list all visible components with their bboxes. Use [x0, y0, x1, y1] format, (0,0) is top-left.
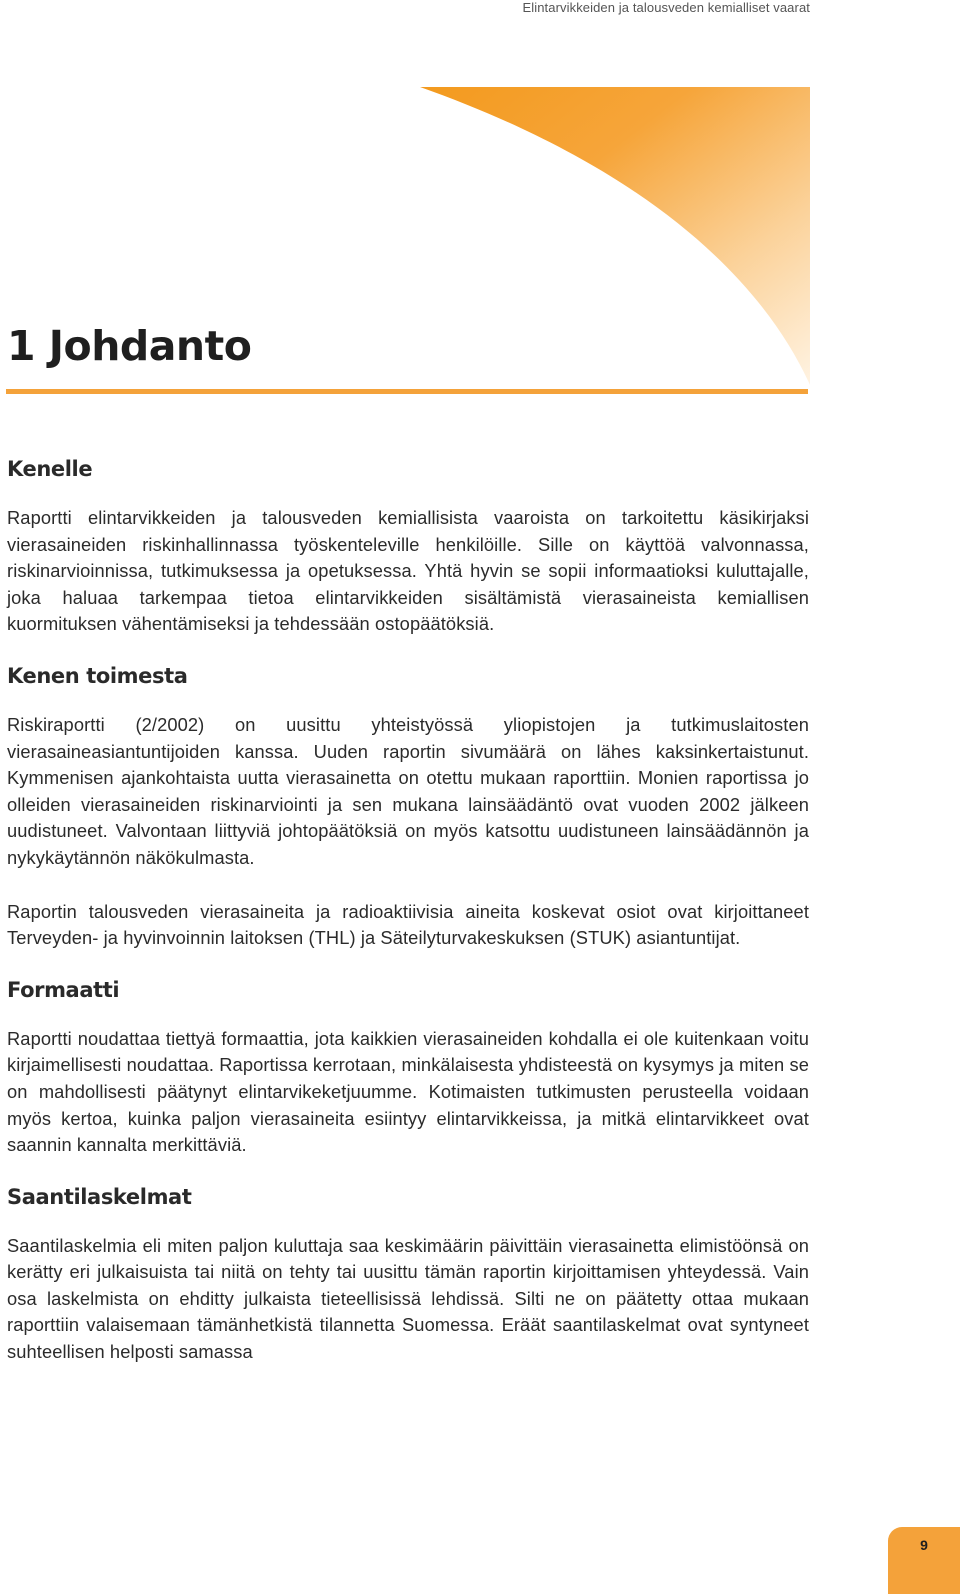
section-heading-kenen-toimesta: Kenen toimesta [7, 663, 188, 688]
body-content [7, 455, 809, 1366]
paragraph-formaatti: Raportti noudattaa tiettyä formaattia, jota kaikkien vierasaineiden kohdalla ei ole kuitenkaan voitu kirjaimellisesti noudattaa. Raportissa kerrotaan, minkälaisesta yhdisteestä on kysymys ja miten se on mahdollisesti päätynyt elintarvikeketjuumme. Kotimaisten tutkimusten perusteella voidaan myös kertoa, kuinka paljon vierasaineita esiintyy elintarvikkeissa, ja mitkä elintarvikkeet ovat saannin kannalta merkittäviä. [7, 1027, 809, 1156]
section-kenen-toimesta [7, 662, 809, 952]
paragraph-kenelle: Raportti elintarvikkeiden ja talousveden kemiallisista vaaroista on tarkoitettu käsikirjaksi vierasaineiden riskinhallinnassa työskenteleville henkilöille. Sille on käyttöä valvonnassa, riskinarvioinnissa, tutkimuksessa ja opetuksessa. Yhtä hyvin se sopii informaatioksi kuluttajalle, joka haluaa tarkempaa tietoa elintarvikkeiden sisältämistä vierasaineista kemiallisen kuormituksen vähentämiseksi ja tehdessään ostopäätöksiä. [7, 507, 809, 635]
paragraph-kenen-toimesta-1: Riskiraportti (2/2002) on uusittu yhteistyössä yliopistojen ja tutkimuslaitosten vierasaineasiantuntijoiden kanssa. Uuden raportin sivumäärä on lähes kaksinkertaistunut. Kymmenisen ajankohtaista uutta vierasainetta on otettu mukaan raporttiin. Monien raportissa jo olleiden vierasaineiden riskinarviointi ja sen mukana lainsäädäntö ovat vuoden 2002 jälkeen uudistuneet. Valvontaan liittyviä johtopäätöksiä on myös katsottu uudistuneen lainsäädännön ja nykykäytännön näkökulmasta. [7, 713, 809, 868]
chapter-title: 1 Johdanto [7, 322, 252, 370]
section-saantilaskelmat [7, 1183, 809, 1366]
paragraph-saantilaskelmat: Saantilaskelmia eli miten paljon kuluttaja saa keskimäärin päivittäin vierasainetta elimistöönsä on kerätty eri julkaisuista tai niitä on tehty tai uusittu tämän raportin kirjoittamisen yhteydessä. Vain osa laskelmista on ehditty julkaista tieteellisissä lehdissä. Silti ne on päätetty ottaa mukaan raporttiin valaisemaan tämänhetkistä tilannetta Suomessa. Eräät saantilaskelmat ovat syntyneet suhteellisen helposti samassa [7, 1234, 809, 1363]
page-number-tab [888, 1527, 960, 1594]
section-formaatti [7, 976, 809, 1159]
section-heading-kenelle: Kenelle [7, 457, 93, 481]
running-header: Elintarvikkeiden ja talousveden kemialliset vaarat [522, 0, 810, 15]
paragraph-kenen-toimesta-2: Raportin talousveden vierasaineita ja radioaktiivisia aineita koskevat osiot ovat kirjoittaneet Terveyden- ja hyvinvoinnin laitoksen (THL) ja Säteilyturvakeskuksen (STUK) asiantuntijat. [7, 900, 809, 949]
section-heading-saantilaskelmat: Saantilaskelmat [7, 1184, 192, 1209]
title-rule [6, 389, 808, 394]
section-heading-formaatti: Formaatti [7, 977, 120, 1002]
page-number: 9 [920, 1537, 928, 1553]
